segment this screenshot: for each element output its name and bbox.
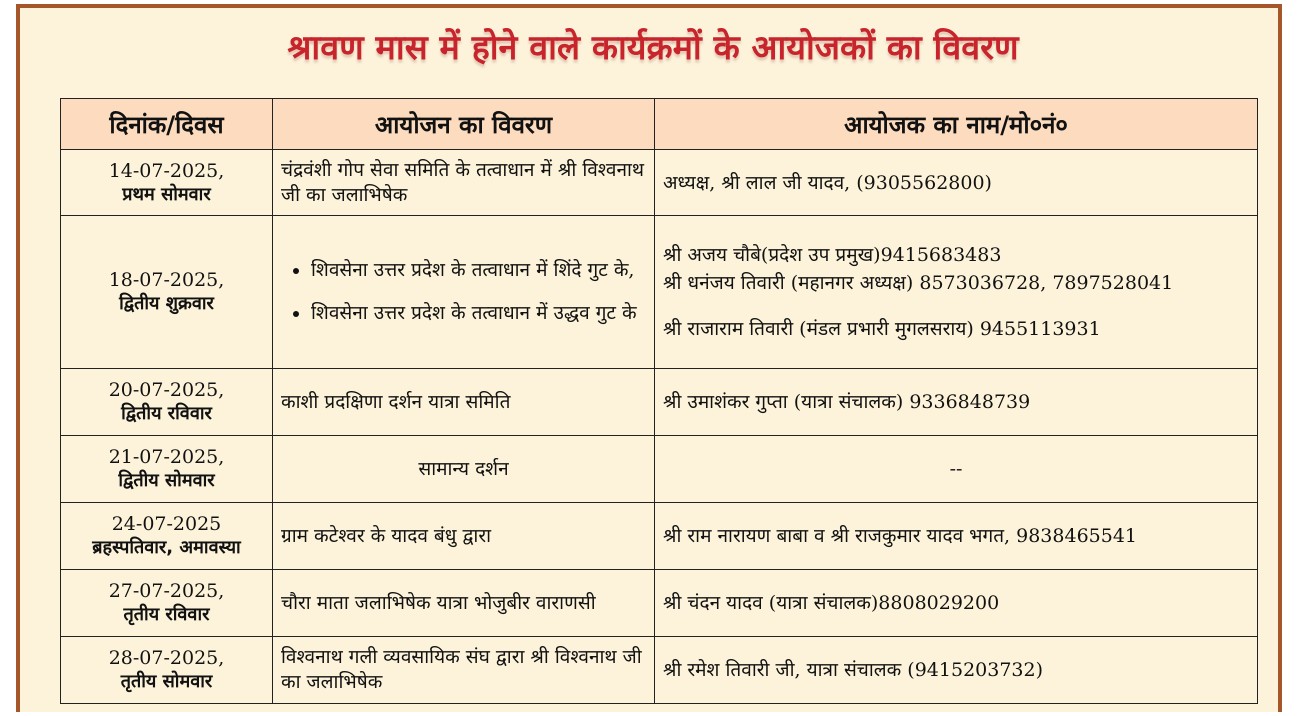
day-text: द्वितीय रविवार	[121, 403, 212, 424]
table-row	[61, 216, 1258, 369]
date-cell	[61, 369, 273, 436]
document-frame	[16, 4, 1282, 712]
header-date: दिनांक/दिवस	[61, 99, 273, 150]
organizer-cell: श्री रमेश तिवारी जी, यात्रा संचालक (9415203732)	[655, 637, 1258, 704]
organizer-cell: श्री उमाशंकर गुप्ता (यात्रा संचालक) 9336848739	[655, 369, 1258, 436]
table-row	[61, 369, 1258, 436]
description-cell: ग्राम कटेश्वर के यादव बंधु द्वारा	[273, 503, 655, 570]
description-list	[281, 258, 646, 326]
day-text: तृतीय सोमवार	[120, 671, 213, 692]
date-cell	[61, 637, 273, 704]
day-text: द्वितीय सोमवार	[118, 470, 215, 491]
table-row	[61, 150, 1258, 216]
date-text: 28-07-2025,	[108, 647, 225, 669]
date-text: 24-07-2025	[111, 513, 222, 535]
day-text: ब्रहस्पतिवार, अमावस्या	[92, 537, 241, 558]
day-text: प्रथम सोमवार	[122, 183, 211, 205]
date-text: 20-07-2025,	[108, 379, 225, 401]
date-text: 21-07-2025,	[108, 446, 225, 468]
day-text: द्वितीय शुक्रवार	[119, 293, 214, 314]
table-row	[61, 436, 1258, 503]
organizer-cell: श्री चंदन यादव (यात्रा संचालक)8808029200	[655, 570, 1258, 637]
date-text: 18-07-2025,	[108, 269, 225, 291]
description-cell: काशी प्रदक्षिणा दर्शन यात्रा समिति	[273, 369, 655, 436]
organizer-line: श्री राजाराम तिवारी (मंडल प्रभारी मुगलसराय) 9455113931	[663, 318, 1101, 340]
date-text: 14-07-2025,	[108, 159, 225, 182]
events-table	[60, 98, 1258, 704]
organizer-cell: --	[655, 436, 1258, 503]
table-header-row	[61, 99, 1258, 150]
list-item: • शिवसेना उत्तर प्रदेश के तत्वाधान में शिंदे गुट के,	[311, 258, 646, 283]
day-text: तृतीय रविवार	[123, 604, 210, 625]
organizer-cell: श्री राम नारायण बाबा व श्री राजकुमार यादव भगत, 9838465541	[655, 503, 1258, 570]
description-cell: विश्वनाथ गली व्यवसायिक संघ द्वारा श्री विश्वनाथ जी का जलाभिषेक	[273, 637, 655, 704]
table-row	[61, 570, 1258, 637]
table-row	[61, 503, 1258, 570]
date-cell	[61, 570, 273, 637]
organizer-line: श्री अजय चौबे(प्रदेश उप प्रमुख)9415683483	[663, 244, 1002, 266]
list-item: • शिवसेना उत्तर प्रदेश के तत्वाधान में उद्धव गुट के	[311, 301, 646, 326]
description-cell: चंद्रवंशी गोप सेवा समिति के तत्वाधान में श्री विश्वनाथ जी का जलाभिषेक	[273, 150, 655, 216]
header-description: आयोजन का विवरण	[273, 99, 655, 150]
description-cell: चौरा माता जलाभिषेक यात्रा भोजुबीर वाराणसी	[273, 570, 655, 637]
table-row	[61, 637, 1258, 704]
date-cell	[61, 436, 273, 503]
description-cell	[273, 216, 655, 369]
date-cell	[61, 503, 273, 570]
organizer-line: श्री धनंजय तिवारी (महानगर अध्यक्ष) 8573036728, 7897528041	[663, 272, 1174, 294]
header-organizer: आयोजक का नाम/मो०नं०	[655, 99, 1258, 150]
date-cell	[61, 150, 273, 216]
page-title: श्रावण मास में होने वाले कार्यक्रमों के आयोजकों का विवरण	[287, 28, 1019, 68]
description-cell: सामान्य दर्शन	[273, 436, 655, 503]
organizer-cell	[655, 216, 1258, 369]
organizer-cell: अध्यक्ष, श्री लाल जी यादव, (9305562800)	[655, 150, 1258, 216]
date-text: 27-07-2025,	[108, 580, 225, 602]
date-cell	[61, 216, 273, 369]
